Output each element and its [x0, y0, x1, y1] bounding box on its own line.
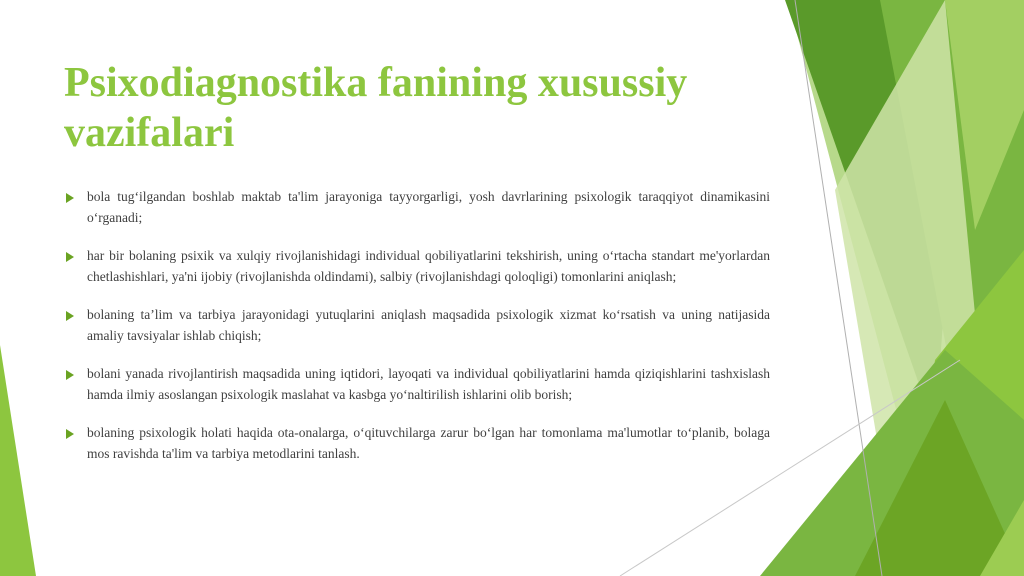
triangle-right-icon [66, 370, 74, 380]
triangle-right-icon [66, 252, 74, 262]
list-item [64, 305, 770, 346]
slide-title: Psixodiagnostika fanining xusussiy vazifalari [64, 60, 688, 156]
bullet-text: bolani yanada rivojlantirish maqsadida uning iqtidori, layoqati va individual qobiliyatlarini hamda qiziqishlarini tashxislash hamda ilmiy asoslangan psixologik maslahat va kasbga yo‘naltirilish ishlarini olib borish; [87, 366, 770, 402]
bullet-list [64, 187, 770, 482]
bullet-text: bola tug‘ilgandan boshlab maktab ta'lim jarayoniga tayyorgarligi, yosh davrlarining psixologik taraqqiyot dinamikasini o‘rganadi; [87, 189, 770, 225]
list-item [64, 246, 770, 287]
bullet-text: bolaning psixologik holati haqida ota-onalarga, o‘qituvchilarga zarur bo‘lgan har tomonlama ma'lumotlar to‘planib, bolaga mos ravishda ta'lim va tarbiya metodlarini tanlash. [87, 425, 770, 461]
triangle-right-icon [66, 193, 74, 203]
bullet-text: har bir bolaning psixik va xulqiy rivojlanishidagi individual qobiliyatlarini tekshirish, uning o‘rtacha standart me'yorlardan chetlashishlari, ya'ni ijobiy (rivojlanishda oldindami), salbiy (rivojlanishdagi qoloqligi) tomonlarini aniqlash; [87, 248, 770, 284]
list-item [64, 423, 770, 464]
bullet-text: bolaning ta’lim va tarbiya jarayonidagi yutuqlarini aniqlash maqsadida psixologik xizmat ko‘rsatish va uning natijasida amaliy tavsiyalar ishlab chiqish; [87, 307, 770, 343]
list-item [64, 187, 770, 228]
triangle-right-icon [66, 311, 74, 321]
list-item [64, 364, 770, 405]
triangle-right-icon [66, 429, 74, 439]
